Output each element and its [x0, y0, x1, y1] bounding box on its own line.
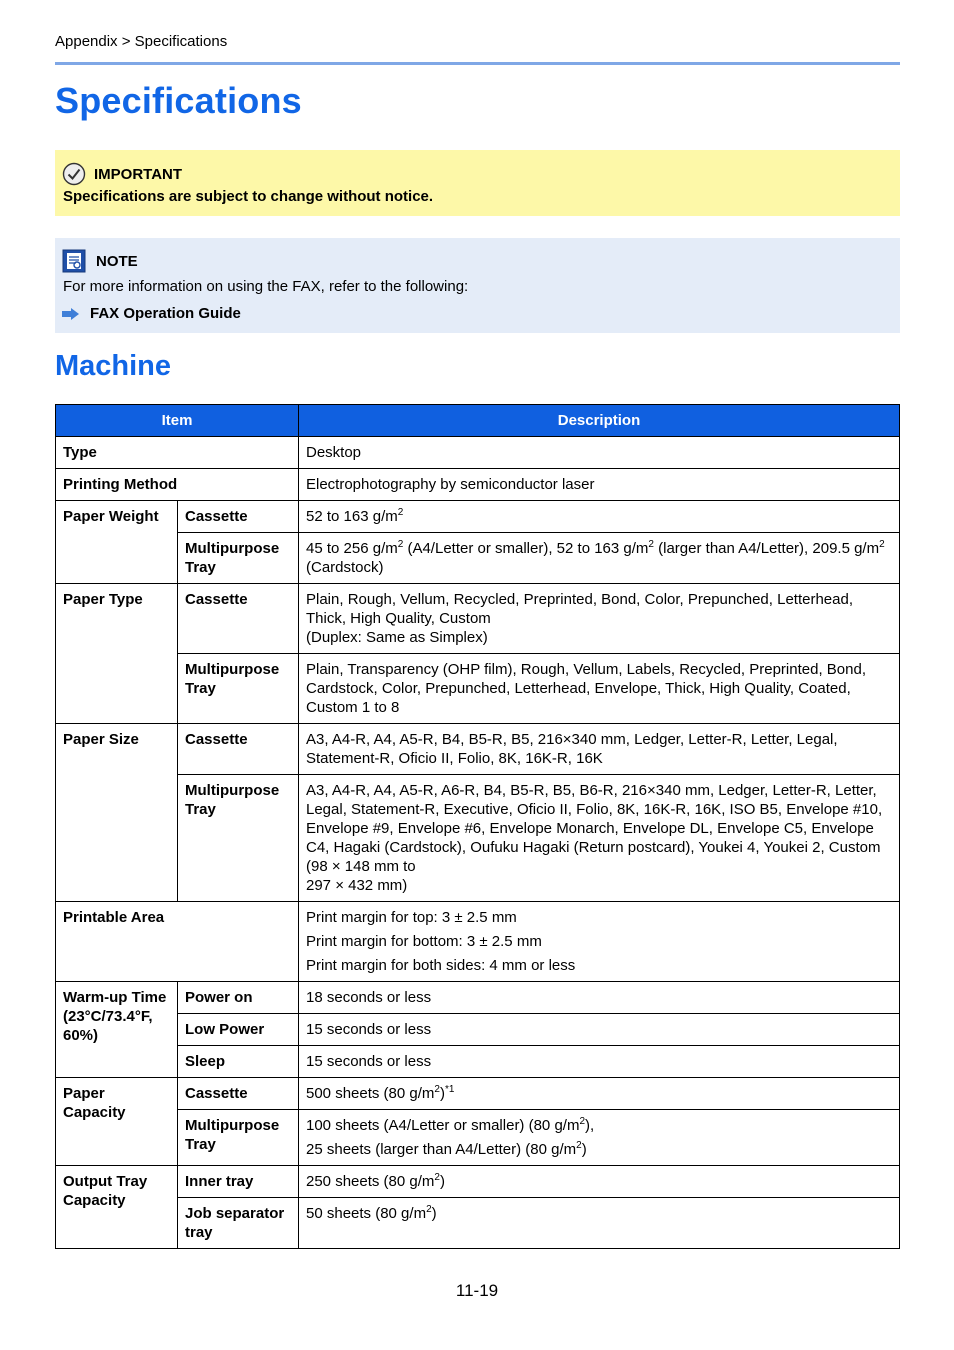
sub-label: Cassette	[178, 584, 299, 654]
row-value: A3, A4-R, A4, A5-R, A6-R, B4, B5-R, B5, B6-R, 216×340 mm, Ledger, Letter-R, Letter, Legal, Statement-R, Executive, Oficio II, Folio, 8K, 16K-R, 16K, ISO B5, Envelope #10, Envelope #9, Envelope #6, Envelope Monarch, Envelope DL, Envelope C5, Envelope C4, Hagaki (Cardstock), Oufuku Hagaki (Return postcard), Youkei 4, Youkei 2, Custom (98 × 148 mm to 297 × 432 mm)	[299, 775, 900, 902]
table-row	[56, 1110, 900, 1166]
table-row	[56, 437, 900, 469]
table-row	[56, 1198, 900, 1249]
table-row	[56, 902, 900, 982]
table-row	[56, 775, 900, 902]
sub-label: Multipurpose Tray	[178, 775, 299, 902]
row-label: Warm-up Time (23°C/73.4°F, 60%)	[56, 982, 178, 1078]
sub-label: Power on	[178, 982, 299, 1014]
row-value: Electrophotography by semiconductor laser	[299, 469, 900, 501]
table-row	[56, 501, 900, 533]
important-heading: IMPORTANT	[94, 165, 183, 183]
header-description: Description	[299, 405, 900, 437]
table-row	[56, 1046, 900, 1078]
table-row	[56, 584, 900, 654]
table-row	[56, 1014, 900, 1046]
spec-table	[55, 404, 900, 1249]
row-value: 100 sheets (A4/Letter or smaller) (80 $g/m^2$), 25 sheets (larger than A4/Letter) (80 $g/m^2$)	[299, 1110, 900, 1166]
sub-label: Multipurpose Tray	[178, 533, 299, 584]
row-value: A3, A4-R, A4, A5-R, B4, B5-R, B5, 216×340 mm, Ledger, Letter-R, Letter, Legal, Statement-R, Oficio II, Folio, 8K, 16K-R, 16K	[299, 724, 900, 775]
sub-label: Low Power	[178, 1014, 299, 1046]
row-value: 52 to 163 $g/m^2$	[299, 501, 900, 533]
row-value: Print margin for top: 3 ± 2.5 mm Print margin for bottom: 3 ± 2.5 mm Print margin for both sides: 4 mm or less	[299, 902, 900, 982]
note-text: For more information on using the FAX, refer to the following:	[63, 278, 469, 295]
row-value: 15 seconds or less	[299, 1014, 900, 1046]
table-row	[56, 1166, 900, 1198]
row-value: 18 seconds or less	[299, 982, 900, 1014]
row-label: Printable Area	[56, 902, 299, 982]
row-label: Paper Weight	[56, 501, 178, 584]
page-title: Specifications	[55, 80, 302, 121]
page-number: 11-19	[455, 1281, 499, 1300]
row-value: 250 sheets (80 $g/m^2$)	[299, 1166, 900, 1198]
header-rule	[55, 62, 900, 65]
table-row	[56, 654, 900, 724]
note-icon	[62, 249, 86, 273]
row-label: Printing Method	[56, 469, 299, 501]
row-value: 15 seconds or less	[299, 1046, 900, 1078]
table-row	[56, 724, 900, 775]
row-value: 50 sheets (80 $g/m^2$)	[299, 1198, 900, 1249]
table-row	[56, 469, 900, 501]
sub-label: Multipurpose Tray	[178, 1110, 299, 1166]
sub-label: Multipurpose Tray	[178, 654, 299, 724]
row-value: 45 to 256 $g/m^2$ (A4/Letter or smaller), 52 to 163 $g/m^2$ (larger than A4/Letter), 209.5 $g/m^2$ (Cardstock)	[299, 533, 900, 584]
sub-label: Cassette	[178, 1078, 299, 1110]
arrow-right-icon	[62, 308, 80, 320]
row-value: Desktop	[299, 437, 900, 469]
fax-guide-link-text[interactable]: FAX Operation Guide	[90, 305, 241, 322]
note-box	[55, 238, 900, 333]
row-label: Paper Capacity	[56, 1078, 178, 1166]
table-header-row	[56, 405, 900, 437]
sub-label: Job separator tray	[178, 1198, 299, 1249]
row-label: Paper Type	[56, 584, 178, 724]
note-heading: NOTE	[96, 252, 138, 270]
row-label: Type	[56, 437, 299, 469]
row-label: Paper Size	[56, 724, 178, 902]
row-label: Output Tray Capacity	[56, 1166, 178, 1249]
sub-label: Cassette	[178, 501, 299, 533]
sub-label: Sleep	[178, 1046, 299, 1078]
header-item: Item	[56, 405, 299, 437]
row-value: Plain, Transparency (OHP film), Rough, Vellum, Labels, Recycled, Preprinted, Bond, Cardstock, Color, Prepunched, Letterhead, Envelope, Thick, High Quality, Coated, Custom 1 to 8	[299, 654, 900, 724]
row-value: Plain, Rough, Vellum, Recycled, Preprinted, Bond, Color, Prepunched, Letterhead, Thick, High Quality, Custom (Duplex: Same as Simplex)	[299, 584, 900, 654]
table-row	[56, 982, 900, 1014]
important-text: Specifications are subject to change without notice.	[63, 188, 434, 205]
checkmark-circle-icon	[62, 162, 86, 186]
breadcrumb[interactable]: Appendix > Specifications	[55, 33, 228, 50]
fax-guide-link[interactable]	[62, 305, 241, 322]
section-title: Machine	[55, 350, 172, 382]
row-value: 500 sheets (80 $g/m^2)^{*1}$	[299, 1078, 900, 1110]
sub-label: Inner tray	[178, 1166, 299, 1198]
sub-label: Cassette	[178, 724, 299, 775]
important-box	[55, 150, 900, 216]
table-row	[56, 533, 900, 584]
table-row	[56, 1078, 900, 1110]
